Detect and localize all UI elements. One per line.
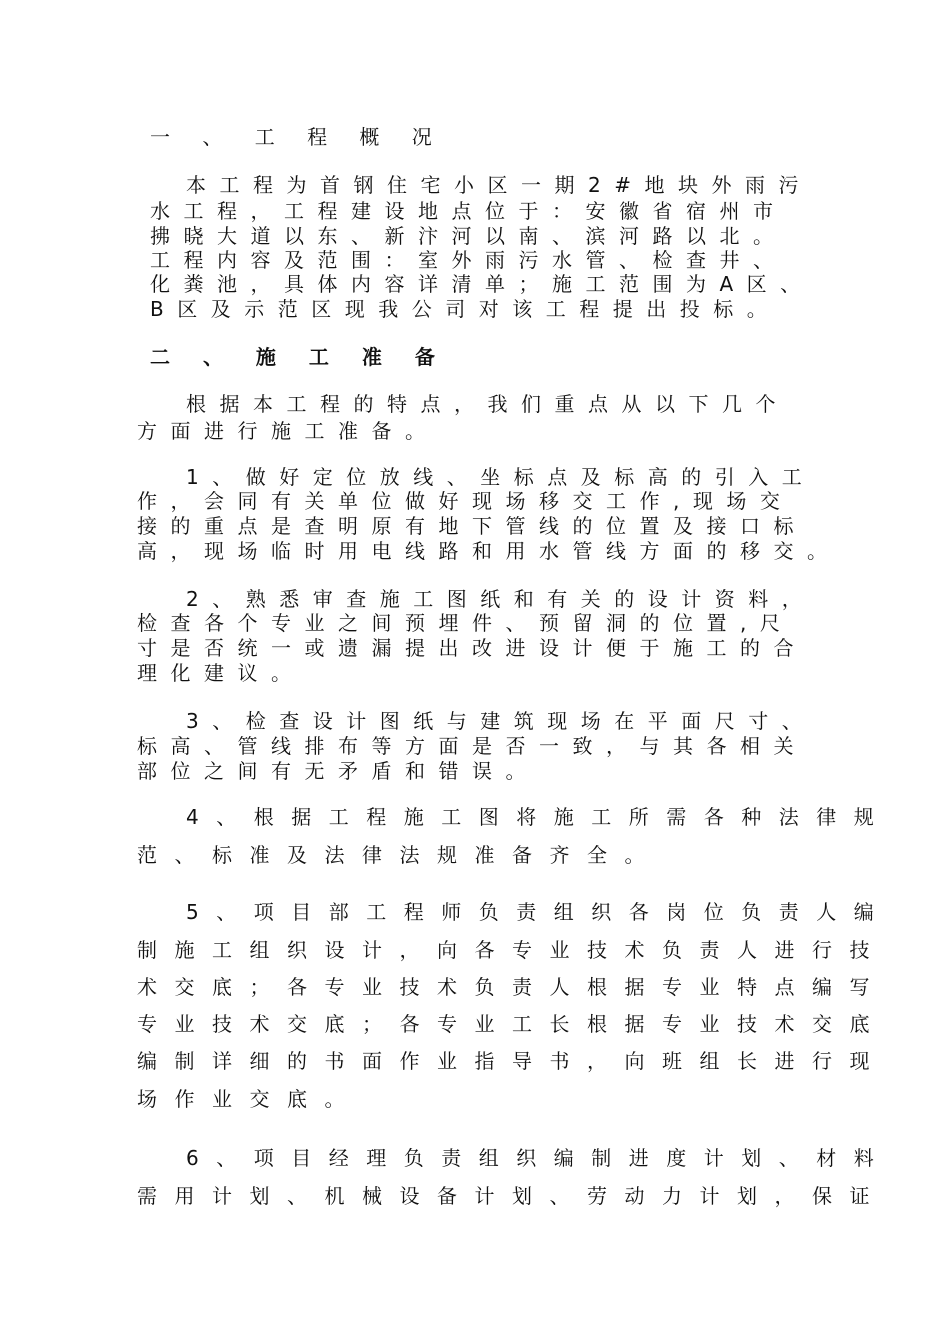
list-item-line: 术交底；各专业技术负责人根据专业特点编写	[137, 975, 887, 999]
list-item-line: 寸是否统一或遗漏提出改进设计便于施工的合	[137, 636, 807, 660]
list-item-line: 范、标准及法律法规准备齐全。	[137, 843, 662, 867]
paragraph-line: B区及示范区现我公司对该工程提出投标。	[150, 297, 781, 321]
list-item-line: 2、熟悉审查施工图纸和有关的设计资料，	[186, 587, 816, 611]
paragraph-line: 水工程，工程建设地点位于：安徽省宿州市	[150, 199, 787, 223]
paragraph-line: 本工程为首钢住宅小区一期2#地块外雨污	[186, 173, 812, 197]
list-item-line: 专业技术交底；各专业工长根据专业技术交底	[137, 1012, 887, 1036]
paragraph-line: 根据本工程的特点，我们重点从以下几个	[186, 392, 789, 416]
paragraph-line: 拂晓大道以东、新汴河以南、滨河路以北。	[150, 224, 787, 248]
list-item-line: 6、项目经理负责组织编制进度计划、材料	[186, 1146, 892, 1170]
list-item-line: 作，会同有关单位做好现场移交工作,现场交	[137, 489, 794, 513]
list-item-line: 3、检查设计图纸与建筑现场在平面尺寸、	[186, 709, 816, 733]
list-item-line: 编制详细的书面作业指导书，向班组长进行现	[137, 1049, 887, 1073]
paragraph-line: 工程内容及范围：室外雨污水管、检查井、	[150, 248, 787, 272]
list-item-line: 5、项目部工程师负责组织各岗位负责人编	[186, 900, 892, 924]
list-item-line: 1、做好定位放线、坐标点及标高的引入工	[186, 465, 816, 489]
list-item-line: 标高、管线排布等方面是否一致，与其各相关	[137, 734, 807, 758]
list-item-line: 高，现场临时用电线路和用水管线方面的移交。	[137, 539, 841, 563]
paragraph-line: 化粪池，具体内容详清单；施工范围为A区、	[150, 272, 814, 296]
list-item-line: 检查各个专业之间预埋件、预留洞的位置,尺	[137, 611, 794, 635]
list-item-line: 理化建议。	[137, 661, 305, 685]
section-heading-preparation: 二 、 施 工 准 备	[150, 345, 448, 369]
paragraph-line: 方面进行施工准备。	[137, 419, 439, 443]
list-item-line: 场作业交底。	[137, 1087, 362, 1111]
list-item-line: 接的重点是查明原有地下管线的位置及接口标	[137, 514, 807, 538]
list-item-line: 4、根据工程施工图将施工所需各种法律规	[186, 805, 892, 829]
section-heading-overview: 一 、 工 程 概 况	[150, 125, 445, 149]
list-item-line: 制施工组织设计，向各专业技术负责人进行技	[137, 938, 887, 962]
list-item-line: 部位之间有无矛盾和错误。	[137, 759, 539, 783]
list-item-line: 需用计划、机械设备计划、劳动力计划，保证	[137, 1184, 887, 1208]
